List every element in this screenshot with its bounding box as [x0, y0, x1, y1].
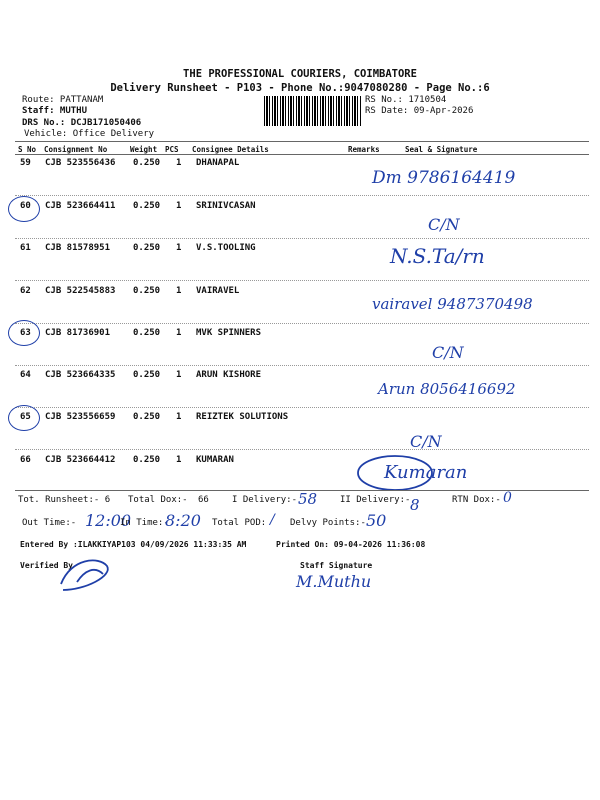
row-weight: 0.250 — [133, 243, 161, 253]
row-divider — [15, 365, 589, 366]
col-consignment: Consignment No — [44, 145, 108, 154]
ii-delivery-label: II Delivery:- — [340, 495, 411, 505]
staff-signature-label: Staff Signature — [300, 561, 373, 570]
route-label: Route: PATTANAM — [22, 95, 104, 105]
barcode — [264, 96, 362, 126]
delvy-points-label: Delvy Points:- — [290, 518, 366, 528]
i-delivery-hand: 58 — [298, 490, 318, 508]
row-weight: 0.250 — [133, 370, 161, 380]
out-time-label: Out Time:- — [22, 518, 77, 528]
row-name: DHANAPAL — [196, 158, 240, 168]
row-weight: 0.250 — [133, 455, 161, 465]
in-time-label: In Time:- — [120, 518, 169, 528]
col-pcs: PCS — [165, 145, 179, 154]
row-sno: 65 — [20, 412, 31, 422]
row-cno: CJB 523556436 — [45, 158, 116, 168]
row-sno: 66 — [20, 455, 31, 465]
circle-mark-65 — [8, 405, 40, 431]
total-pod-label: Total POD: — [212, 518, 267, 528]
row-cno: CJB 523664412 — [45, 455, 116, 465]
runsheet-subtitle: Delivery Runsheet - P103 - Phone No.:9047080280 - Page No.:6 — [110, 82, 490, 94]
row-name: VAIRAVEL — [196, 286, 240, 296]
rtn-dox-label: RTN Dox:- — [452, 495, 501, 505]
row-divider — [15, 407, 589, 408]
row-name: ARUN KISHORE — [196, 370, 262, 380]
row-pcs: 1 — [176, 455, 182, 465]
row-pcs: 1 — [176, 370, 182, 380]
row-weight: 0.250 — [133, 286, 161, 296]
row-pcs: 1 — [176, 243, 182, 253]
row-cno: CJB 81736901 — [45, 328, 111, 338]
row-weight: 0.250 — [133, 328, 161, 338]
row-cno: CJB 523556659 — [45, 412, 116, 422]
row-weight: 0.250 — [133, 158, 161, 168]
tot-runsheet: Tot. Runsheet:- 6 — [18, 495, 111, 505]
staff-label: Staff: MUTHU — [22, 106, 88, 116]
i-delivery-label: I Delivery:- — [232, 495, 298, 505]
row-sno: 59 — [20, 158, 31, 168]
sign-59: Dm 9786164419 — [372, 168, 516, 188]
row-name: KUMARAN — [196, 455, 234, 465]
sign-63: C/N — [432, 343, 464, 362]
row-divider — [15, 280, 589, 281]
total-dox-value: 66 — [198, 495, 209, 505]
row-divider — [15, 449, 589, 450]
sign-65: C/N — [410, 432, 442, 451]
row-divider — [15, 195, 589, 196]
row-sno: 61 — [20, 243, 31, 253]
row-name: SRINIVCASAN — [196, 201, 256, 211]
sign-60: C/N — [428, 215, 460, 234]
col-sno: S No — [18, 145, 37, 154]
printed-on: Printed On: 09-04-2026 11:36:08 — [276, 540, 426, 549]
row-cno: CJB 523664335 — [45, 370, 116, 380]
col-remarks: Remarks — [348, 145, 380, 154]
row-sno: 64 — [20, 370, 31, 380]
verified-by-label: Verified By — [20, 561, 73, 570]
drs-label: DRS No.: DCJB171050406 — [22, 118, 142, 128]
row-pcs: 1 — [176, 286, 182, 296]
row-pcs: 1 — [176, 412, 182, 422]
row-weight: 0.250 — [133, 201, 161, 211]
rs-date: RS Date: 09-Apr-2026 — [365, 106, 474, 116]
row-sno: 63 — [20, 328, 31, 338]
row-weight: 0.250 — [133, 412, 161, 422]
entered-by: Entered By :ILAKKIYAP103 04/09/2026 11:33:35 AM — [20, 540, 247, 549]
circle-mark-60 — [8, 196, 40, 222]
out-time-hand: 12:00 — [85, 511, 132, 530]
row-name: MVK SPINNERS — [196, 328, 262, 338]
rtn-dox-hand: 0 — [503, 490, 512, 506]
row-name: V.S.TOOLING — [196, 243, 256, 253]
total-dox-label: Total Dox:- — [128, 495, 188, 505]
staff-signature-hand: M.Muthu — [296, 572, 372, 591]
row-cno: CJB 81578951 — [45, 243, 111, 253]
sign-64: Arun 8056416692 — [378, 380, 516, 398]
seal-oval — [355, 452, 435, 494]
sign-61: N.S.Ta/rn — [390, 244, 485, 268]
row-pcs: 1 — [176, 201, 182, 211]
row-divider — [15, 238, 589, 239]
company-title: THE PROFESSIONAL COURIERS, COIMBATORE — [183, 68, 417, 80]
row-name: REIZTEK SOLUTIONS — [196, 412, 289, 422]
row-cno: CJB 522545883 — [45, 286, 116, 296]
ii-delivery-hand: 8 — [410, 496, 420, 514]
col-consignee: Consignee Details — [192, 145, 269, 154]
in-time-hand: 8:20 — [165, 511, 201, 530]
delvy-points-hand: 50 — [366, 511, 387, 530]
table-top-rule — [15, 141, 589, 142]
row-cno: CJB 523664411 — [45, 201, 116, 211]
row-divider — [15, 323, 589, 324]
col-weight: Weight — [130, 145, 158, 154]
row-pcs: 1 — [176, 158, 182, 168]
header-rule — [15, 154, 589, 155]
row-sno: 60 — [20, 201, 31, 211]
vehicle-label: Vehicle: Office Delivery — [24, 129, 155, 139]
sign-66: Kumaran — [384, 462, 468, 483]
row-pcs: 1 — [176, 328, 182, 338]
total-pod-hand: / — [270, 512, 275, 528]
col-seal: Seal & Signature — [405, 145, 478, 154]
verified-signature — [55, 552, 115, 596]
sign-62: vairavel 9487370498 — [372, 295, 533, 313]
rs-no: RS No.: 1710504 — [365, 95, 447, 105]
row-sno: 62 — [20, 286, 31, 296]
circle-mark-63 — [8, 320, 40, 346]
